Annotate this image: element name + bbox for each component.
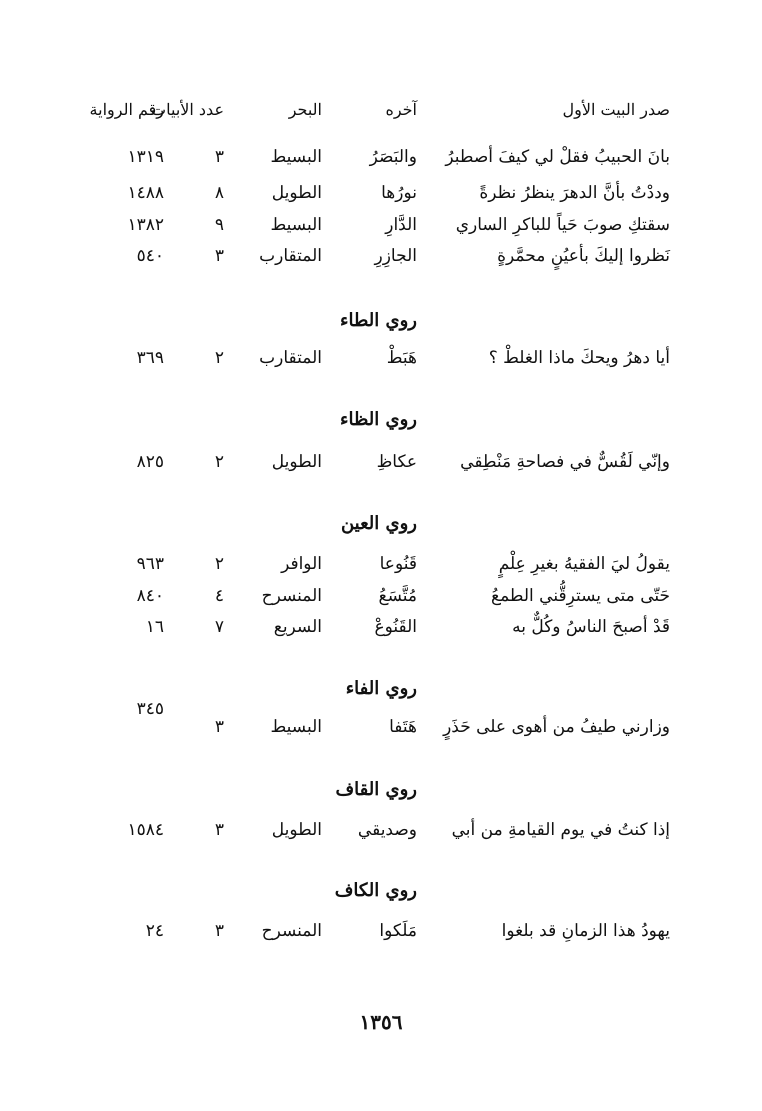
table-row	[0, 141, 762, 173]
first-hemistich: وإنّي لَقُسٌّ في فصاحةِ مَنْطِقي	[460, 452, 670, 472]
verse-count: ٣	[214, 147, 224, 167]
narration-number: ١٣١٩	[127, 147, 164, 167]
verse-count: ٣	[214, 717, 224, 737]
table-row	[0, 611, 762, 643]
meter: المنسرح	[261, 921, 322, 941]
table-row	[0, 814, 762, 846]
last-word: هَتَفا	[389, 717, 417, 737]
meter: البسيط	[270, 147, 322, 167]
last-word: قَنُوعا	[379, 554, 417, 574]
table-row	[0, 342, 762, 374]
meter: المتقارب	[259, 246, 322, 266]
first-hemistich: بانَ الحبيبُ فقلْ لي كيفَ أصطبرُ	[445, 147, 670, 167]
narration-number: ٨٢٥	[136, 452, 164, 472]
narration-number: ١٤٨٨	[127, 183, 164, 203]
section-heading: روي الكاف	[334, 880, 417, 901]
table-row	[0, 915, 762, 947]
table-row	[0, 699, 762, 743]
narration-number: ٣٤٥	[136, 699, 164, 719]
first-hemistich: يقولُ ليَ الفقيهُ بغيرِ عِلْمٍ	[498, 554, 670, 574]
meter: المتقارب	[259, 348, 322, 368]
verse-count: ٣	[214, 921, 224, 941]
verse-count: ٧	[214, 617, 224, 637]
page-number: ١٣٥٦	[359, 1010, 403, 1034]
meter: الطويل	[271, 452, 322, 472]
verse-count: ٤	[214, 586, 224, 606]
first-hemistich: إذا كنتُ في يوم القيامةِ من أبي	[451, 820, 670, 840]
first-hemistich: أيا دهرُ ويحكَ ماذا الغلطْ ؟	[488, 348, 670, 368]
last-word: عكاظِ	[376, 452, 417, 472]
narration-number: ٥٤٠	[136, 246, 164, 266]
meter: السريع	[273, 617, 322, 637]
header-first-hemistich: صدر البيت الأول	[562, 100, 670, 119]
table-row	[0, 177, 762, 209]
verse-count: ٨	[214, 183, 224, 203]
meter: الطويل	[271, 820, 322, 840]
meter: الطويل	[271, 183, 322, 203]
narration-number: ١٥٨٤	[127, 820, 164, 840]
table-header	[0, 94, 762, 126]
meter: الوافر	[281, 554, 322, 574]
meter: المنسرح	[261, 586, 322, 606]
last-word: وصديقي	[357, 820, 417, 840]
first-hemistich: وزارني طيفُ من أهوى على حَذَرٍ	[443, 717, 670, 737]
verse-count: ٢	[214, 452, 224, 472]
last-word: الدَّارِ	[385, 215, 417, 235]
first-hemistich: حَتّى متى يسترِقُّني الطمعُ	[491, 586, 670, 606]
table-row	[0, 580, 762, 612]
first-hemistich: يهودُ هذا الزمانِ قد بلغوا	[501, 921, 670, 941]
last-word: والبَصَرُ	[369, 147, 417, 167]
table-row	[0, 209, 762, 241]
meter: البسيط	[270, 717, 322, 737]
last-word: مُتَّسَعُ	[378, 586, 417, 606]
first-hemistich: سقتكِ صوبَ حَياً للباكرِ الساري	[455, 215, 670, 235]
narration-number: ٩٦٣	[136, 554, 164, 574]
table-row	[0, 548, 762, 580]
last-word: نورُها	[381, 183, 417, 203]
table-row	[0, 446, 762, 478]
narration-number: ١٦	[145, 617, 164, 637]
header-verse-count: عدد الأبيات	[151, 100, 224, 119]
table-row	[0, 240, 762, 272]
last-word: مَلَكوا	[379, 921, 417, 941]
section-heading: روي القاف	[335, 779, 417, 800]
narration-number: ١٣٨٢	[127, 215, 164, 235]
last-word: الجازِرِ	[374, 246, 417, 266]
header-narration-number: رقم الرواية	[89, 100, 164, 119]
narration-number: ٢٤	[145, 921, 164, 941]
meter: البسيط	[270, 215, 322, 235]
narration-number: ٨٤٠	[136, 586, 164, 606]
first-hemistich: وددْتُ بأنَّ الدهرَ ينظرُ نظرةً	[479, 183, 670, 203]
narration-number: ٣٦٩	[136, 348, 164, 368]
section-heading: روي الطاء	[340, 310, 417, 331]
section-heading: روي العين	[340, 513, 417, 534]
section-heading: روي الظاء	[340, 409, 417, 430]
last-word: القَنُوعْ	[374, 617, 417, 637]
section-heading: روي الفاء	[345, 678, 417, 699]
verse-count: ٢	[214, 348, 224, 368]
header-meter: البحر	[288, 100, 322, 119]
first-hemistich: نَظروا إليكَ بأعيُنٍ محمَّرةٍ	[497, 246, 670, 266]
verse-count: ٩	[214, 215, 224, 235]
last-word: هَبَطْ	[386, 348, 417, 368]
verse-count: ٣	[214, 246, 224, 266]
header-last-word: آخره	[385, 100, 417, 119]
verse-count: ٢	[214, 554, 224, 574]
verse-count: ٣	[214, 820, 224, 840]
first-hemistich: قَدْ أصبحَ الناسُ وكُلٌّ به	[512, 617, 670, 637]
